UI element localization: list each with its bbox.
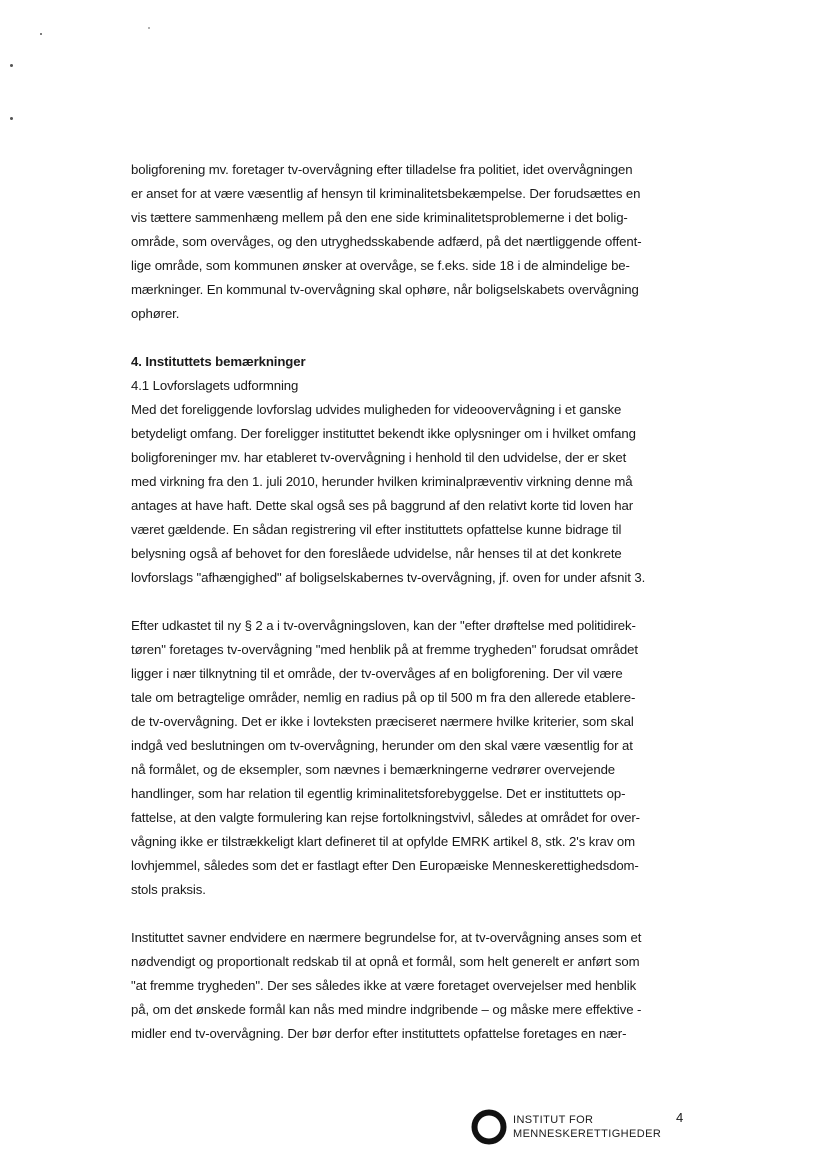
section-heading: 4. Instituttets bemærkninger bbox=[131, 354, 306, 369]
text-line: Med det foreliggende lovforslag udvides muligheden for videoovervågning i et ganske bbox=[131, 402, 622, 417]
paragraph-4 bbox=[131, 926, 691, 1046]
text-line: betydeligt omfang. Der foreligger instituttet bekendt ikke oplysninger om i hvilket omfang bbox=[131, 426, 636, 441]
scan-speck bbox=[40, 33, 42, 35]
text-line: lovforslags "afhængighed" af boligselskabernes tv-overvågning, jf. oven for under afsnit 3. bbox=[131, 570, 646, 585]
text-line: været gældende. En sådan registrering vil efter instituttets opfattelse kunne bidrage til bbox=[131, 522, 622, 537]
text-line: handlinger, som har relation til egentlig kriminalitetsforebyggelse. Det er instituttets op- bbox=[131, 786, 626, 801]
text-line: de tv-overvågning. Det er ikke i lovteksten præciseret nærmere hvilke kriterier, som skal bbox=[131, 714, 634, 729]
text-line: på, om det ønskede formål kan nås med mindre indgribende – og måske mere effektive - bbox=[131, 1002, 642, 1017]
institute-name bbox=[513, 1113, 661, 1141]
text-line: Instituttet savner endvidere en nærmere begrundelse for, at tv-overvågning anses som et bbox=[131, 930, 642, 945]
scan-speck bbox=[148, 27, 150, 29]
institute-logo-icon bbox=[470, 1108, 508, 1146]
page-number: 4 bbox=[676, 1110, 684, 1125]
text-line: er anset for at være væsentlig af hensyn til kriminalitetsbekæmpelse. Der forudsættes en bbox=[131, 186, 641, 201]
text-line: Efter udkastet til ny § 2 a i tv-overvågningsloven, kan der "efter drøftelse med politidirek- bbox=[131, 618, 636, 633]
text-line: belysning også af behovet for den foreslåede udvidelse, når henses til at det konkrete bbox=[131, 546, 622, 561]
text-line: nå formålet, og de eksempler, som nævnes i bemærkningerne vedrører overvejende bbox=[131, 762, 616, 777]
paragraph-1 bbox=[131, 158, 691, 326]
scan-speck bbox=[10, 64, 13, 67]
text-line: nødvendigt og proportionalt redskab til at opnå et formål, som helt generelt er anført som bbox=[131, 954, 640, 969]
text-line: antages at have haft. Dette skal også ses på baggrund af den relativt korte tid loven har bbox=[131, 498, 634, 513]
text-line: boligforening mv. foretager tv-overvågning efter tilladelse fra politiet, idet overvågningen bbox=[131, 162, 633, 177]
text-line: ligger i nær tilknytning til et område, der tv-overvåges af en boligforening. Der vil være bbox=[131, 666, 623, 681]
text-line: lovhjemmel, således som det er fastlagt efter Den Europæiske Menneskerettighedsdom- bbox=[131, 858, 639, 873]
text-line: midler end tv-overvågning. Der bør derfor efter instituttets opfattelse foretages en nær- bbox=[131, 1026, 627, 1041]
text-line: stols praksis. bbox=[131, 882, 206, 897]
text-line: lige område, som kommunen ønsker at overvåge, se f.eks. side 18 i de almindelige be- bbox=[131, 258, 630, 273]
text-line: område, som overvåges, og den utryghedsskabende adfærd, på det nærtliggende offent- bbox=[131, 234, 642, 249]
subsection-heading: 4.1 Lovforslagets udformning bbox=[131, 378, 299, 393]
paragraph-3 bbox=[131, 614, 691, 902]
text-line: boligforeninger mv. har etableret tv-overvågning i henhold til den udvidelse, der er sket bbox=[131, 450, 627, 465]
document-body bbox=[131, 158, 691, 1046]
institute-name-line2: MENNESKERETTIGHEDER bbox=[513, 1128, 662, 1140]
text-line: mærkninger. En kommunal tv-overvågning skal ophøre, når boligselskabets overvågning bbox=[131, 282, 639, 297]
text-line: vis tættere sammenhæng mellem på den ene side kriminalitetsproblemerne i det bolig- bbox=[131, 210, 628, 225]
text-line: indgå ved beslutningen om tv-overvågning, herunder om den skal være væsentlig for at bbox=[131, 738, 633, 753]
text-line: fattelse, at den valgte formulering kan rejse fortolkningstvivl, således at området for over- bbox=[131, 810, 640, 825]
text-line: ophører. bbox=[131, 306, 180, 321]
text-line: tale om betragtelige områder, nemlig en radius på op til 500 m fra den allerede etablere- bbox=[131, 690, 636, 705]
scan-speck bbox=[10, 117, 13, 120]
section-4 bbox=[131, 350, 691, 590]
text-line: tøren" foretages tv-overvågning "med henblik på at fremme trygheden" forudsat området bbox=[131, 642, 638, 657]
text-line: "at fremme trygheden". Der ses således ikke at være foretaget overvejelser med henblik bbox=[131, 978, 637, 993]
institute-name-line1: INSTITUT FOR bbox=[513, 1114, 594, 1126]
text-line: vågning ikke er tilstrækkeligt klart defineret til at opfylde EMRK artikel 8, stk. 2's krav om bbox=[131, 834, 635, 849]
text-line: med virkning fra den 1. juli 2010, herunder hvilken kriminalpræventiv virkning denne må bbox=[131, 474, 633, 489]
